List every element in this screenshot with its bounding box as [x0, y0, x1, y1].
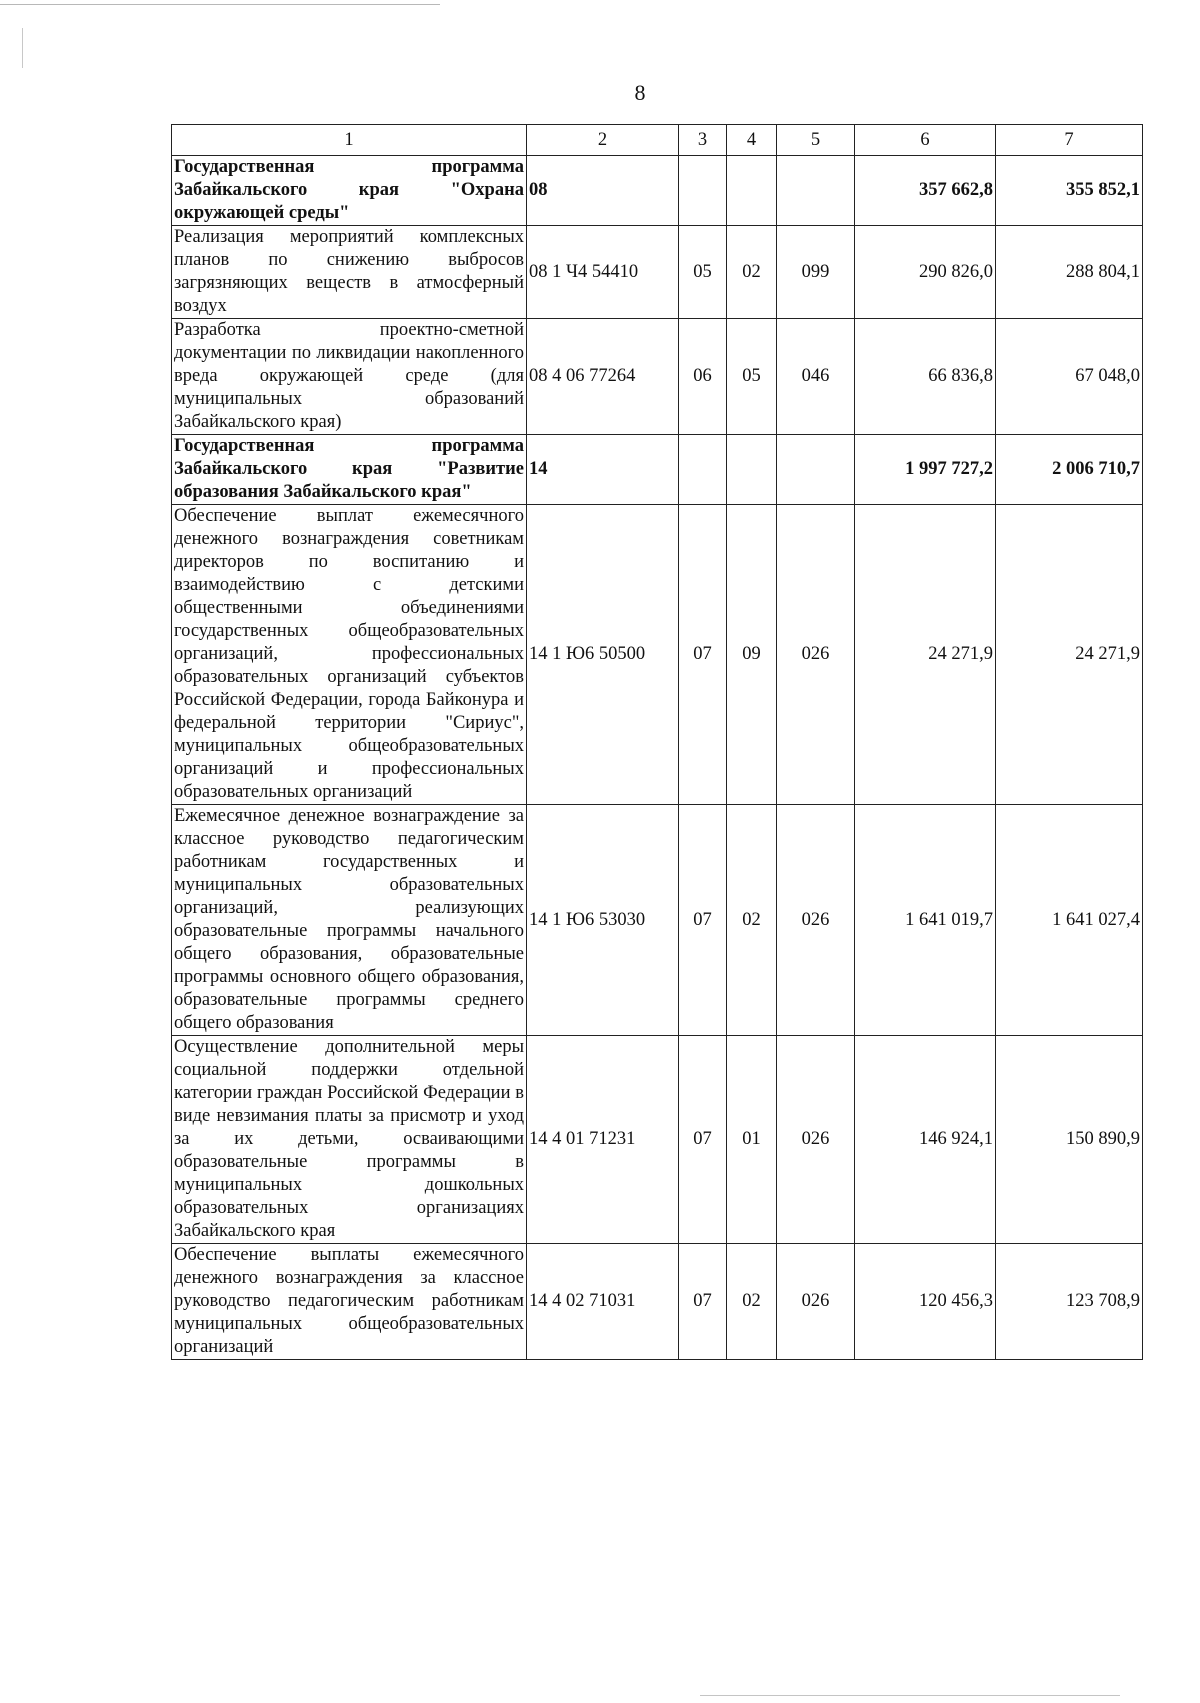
- target-article-code: 14 4 01 71231: [527, 1036, 679, 1244]
- expense-type-code: 026: [777, 1244, 855, 1360]
- section-code: 07: [679, 1036, 727, 1244]
- table-row: [172, 156, 1143, 226]
- program-description: Разработка проектно-сметной документации по ликвидации накопленного вреда окружающей среде (для муниципальных образований Забайкальского края): [172, 319, 527, 435]
- target-article-code: 14 1 Ю6 50500: [527, 505, 679, 805]
- amount-col-6: 290 826,0: [855, 226, 996, 319]
- expense-type-code: 046: [777, 319, 855, 435]
- section-code: 07: [679, 805, 727, 1036]
- table-row: [172, 505, 1143, 805]
- amount-col-7: 2 006 710,7: [996, 435, 1143, 505]
- section-code: 07: [679, 505, 727, 805]
- amount-col-6: 24 271,9: [855, 505, 996, 805]
- target-article-code: 08 1 Ч4 54410: [527, 226, 679, 319]
- column-header-1: 1: [172, 125, 527, 156]
- amount-col-6: 66 836,8: [855, 319, 996, 435]
- scan-edge-line: [700, 1695, 1120, 1696]
- amount-col-6: 120 456,3: [855, 1244, 996, 1360]
- section-code: [679, 435, 727, 505]
- amount-col-6: 146 924,1: [855, 1036, 996, 1244]
- amount-col-6: 1 997 727,2: [855, 435, 996, 505]
- expense-type-code: 099: [777, 226, 855, 319]
- subsection-code: 09: [727, 505, 777, 805]
- amount-col-6: 1 641 019,7: [855, 805, 996, 1036]
- column-header-6: 6: [855, 125, 996, 156]
- amount-col-6: 357 662,8: [855, 156, 996, 226]
- target-article-code: 08 4 06 77264: [527, 319, 679, 435]
- column-header-2: 2: [527, 125, 679, 156]
- program-description: Ежемесячное денежное вознаграждение за классное руководство педагогическим работникам государственных и муниципальных образовательных организаций, реализующих образовательные программы начального общего образования, образовательные программы основного общего образования, образовательные программы среднего общего образования: [172, 805, 527, 1036]
- column-header-4: 4: [727, 125, 777, 156]
- subsection-code: 01: [727, 1036, 777, 1244]
- table-header-row: [172, 125, 1143, 156]
- section-code: 06: [679, 319, 727, 435]
- column-header-5: 5: [777, 125, 855, 156]
- page-number: 8: [634, 80, 646, 105]
- table-row: [172, 226, 1143, 319]
- table-row: [172, 805, 1143, 1036]
- expense-type-code: 026: [777, 805, 855, 1036]
- program-description: Реализация мероприятий комплексных планов по снижению выбросов загрязняющих веществ в атмосферный воздух: [172, 226, 527, 319]
- amount-col-7: 150 890,9: [996, 1036, 1143, 1244]
- scan-edge-line: [0, 4, 440, 5]
- table-row: [172, 319, 1143, 435]
- expense-type-code: 026: [777, 1036, 855, 1244]
- table-row: [172, 435, 1143, 505]
- column-header-3: 3: [679, 125, 727, 156]
- table-row: [172, 1036, 1143, 1244]
- expense-type-code: [777, 435, 855, 505]
- budget-table: [171, 124, 1143, 1360]
- table-body: [172, 156, 1143, 1360]
- amount-col-7: 1 641 027,4: [996, 805, 1143, 1036]
- amount-col-7: 355 852,1: [996, 156, 1143, 226]
- section-code: [679, 156, 727, 226]
- target-article-code: 14: [527, 435, 679, 505]
- amount-col-7: 67 048,0: [996, 319, 1143, 435]
- section-code: 05: [679, 226, 727, 319]
- program-description: Государственная программа Забайкальского края "Охрана окружающей среды": [172, 156, 527, 226]
- table-row: [172, 1244, 1143, 1360]
- target-article-code: 14 4 02 71031: [527, 1244, 679, 1360]
- subsection-code: 02: [727, 226, 777, 319]
- subsection-code: [727, 156, 777, 226]
- target-article-code: 14 1 Ю6 53030: [527, 805, 679, 1036]
- program-description: Обеспечение выплаты ежемесячного денежного вознаграждения за классное руководство педагогическим работникам муниципальных общеобразовательных организаций: [172, 1244, 527, 1360]
- program-description: Осуществление дополнительной меры социальной поддержки отдельной категории граждан Российской Федерации в виде невзимания платы за присмотр и уход за их детьми, осваивающими образовательные программы в муниципальных дошкольных образовательных организациях Забайкальского края: [172, 1036, 527, 1244]
- amount-col-7: 24 271,9: [996, 505, 1143, 805]
- target-article-code: 08: [527, 156, 679, 226]
- expense-type-code: 026: [777, 505, 855, 805]
- amount-col-7: 123 708,9: [996, 1244, 1143, 1360]
- section-code: 07: [679, 1244, 727, 1360]
- scan-edge-line: [22, 28, 23, 68]
- program-description: Государственная программа Забайкальского края "Развитие образования Забайкальского края": [172, 435, 527, 505]
- subsection-code: 02: [727, 805, 777, 1036]
- subsection-code: 05: [727, 319, 777, 435]
- subsection-code: 02: [727, 1244, 777, 1360]
- subsection-code: [727, 435, 777, 505]
- program-description: Обеспечение выплат ежемесячного денежного вознаграждения советникам директоров по воспитанию и взаимодействию с детскими общественными объединениями государственных общеобразовательных организаций, профессиональных образовательных организаций субъектов Российской Федерации, города Байконура и федеральной территории "Сириус", муниципальных общеобразовательных организаций и профессиональных образовательных организаций: [172, 505, 527, 805]
- expense-type-code: [777, 156, 855, 226]
- amount-col-7: 288 804,1: [996, 226, 1143, 319]
- column-header-7: 7: [996, 125, 1143, 156]
